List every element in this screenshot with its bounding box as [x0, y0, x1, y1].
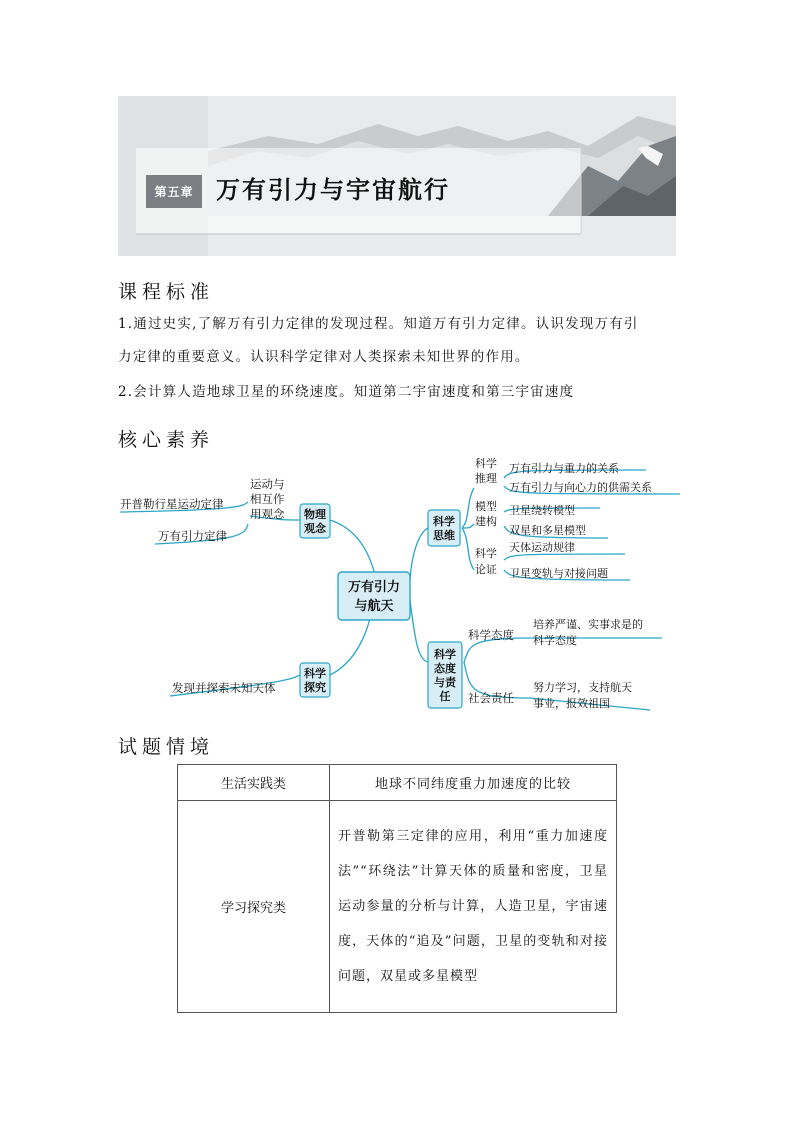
chapter-tag: 第五章 [146, 175, 202, 208]
core-literacy-mindmap [0, 440, 794, 720]
attitude-label-3: 与责 [434, 676, 456, 689]
scientific-attitude-line-2: 科学态度 [533, 634, 577, 647]
scientific-attitude-line-1: 培养严谨、实事求是的 [533, 618, 643, 631]
orbit-change-item: 卫星变轨与对接问题 [509, 567, 608, 580]
interaction-view-line-3: 用观念 [250, 507, 285, 521]
content-cell: 地球不同纬度重力加速度的比较 [330, 765, 617, 801]
category-cell: 学习探究类 [178, 801, 330, 1013]
category-cell: 生活实践类 [178, 765, 330, 801]
kepler-laws-item: 开普勒行星运动定律 [120, 497, 224, 511]
table-row [178, 765, 617, 801]
table-row [178, 801, 617, 1013]
thinking-label-2: 思维 [433, 529, 455, 542]
chapter-title: 万有引力与宇宙航行 [216, 176, 450, 204]
attitude-label-1: 科学 [434, 648, 456, 661]
thinking-label-1: 科学 [433, 515, 455, 528]
course-standard-line-1a: 1.通过史实,了解万有引力定律的发现过程。知道万有引力定律。认识发现万有引 [118, 316, 639, 332]
argumentation-label-1: 科学 [475, 547, 497, 560]
physics-concept-label-1: 物理 [304, 508, 326, 521]
content-cell: 开普勒第三定律的应用，利用“重力加速度法”“环绕法”计算天体的质量和密度，卫星运动参量的分析与计算，人造卫星，宇宙速度，天体的“追及”问题，卫星的变轨和对接问题，双星或多星模型 [330, 801, 617, 1013]
physics-concept-label-2: 观念 [304, 522, 326, 535]
test-situations-heading: 试题情境 [118, 736, 215, 758]
modeling-label-2: 建构 [475, 515, 497, 528]
course-standard-line-2: 2.会计算人造地球卫星的环绕速度。知道第二宇宙速度和第三宇宙速度 [118, 384, 575, 400]
course-standard-heading: 课程标准 [118, 281, 215, 303]
scientific-attitude-label: 科学态度 [468, 628, 514, 642]
argumentation-label-2: 论证 [475, 563, 497, 576]
attitude-label-2: 态度 [434, 662, 456, 675]
interaction-view-line-2: 相互作 [250, 492, 285, 506]
inquiry-label-1: 科学 [304, 667, 326, 680]
gravitation-law-item: 万有引力定律 [158, 529, 227, 543]
course-standard-line-1b: 力定律的重要意义。认识科学定律对人类探索未知世界的作用。 [118, 349, 530, 365]
celestial-motion-item: 天体运动规律 [509, 541, 575, 554]
social-responsibility-line-2: 事业，报效祖国 [533, 697, 610, 710]
gravity-centripetal-item: 万有引力与向心力的供需关系 [509, 481, 652, 494]
satellite-orbit-item: 卫星绕转模型 [509, 504, 575, 517]
modeling-label-1: 模型 [475, 500, 497, 513]
reasoning-label-2: 推理 [475, 472, 497, 485]
interaction-view-line-1: 运动与 [250, 477, 285, 491]
core-literacy-heading: 核心素养 [118, 429, 215, 451]
social-responsibility-label: 社会责任 [468, 691, 514, 705]
center-line-2: 与航天 [354, 599, 394, 614]
binary-star-item: 双星和多星模型 [509, 524, 586, 537]
gravity-weight-item: 万有引力与重力的关系 [509, 462, 619, 475]
test-situations-table [177, 764, 617, 1013]
reasoning-label-1: 科学 [475, 457, 497, 470]
center-line-1: 万有引力 [347, 580, 401, 595]
attitude-label-4: 任 [439, 690, 451, 703]
discover-celestial-item: 发现并探索未知天体 [172, 681, 276, 695]
inquiry-label-2: 探究 [304, 681, 326, 694]
social-responsibility-line-1: 努力学习，支持航天 [533, 681, 632, 694]
